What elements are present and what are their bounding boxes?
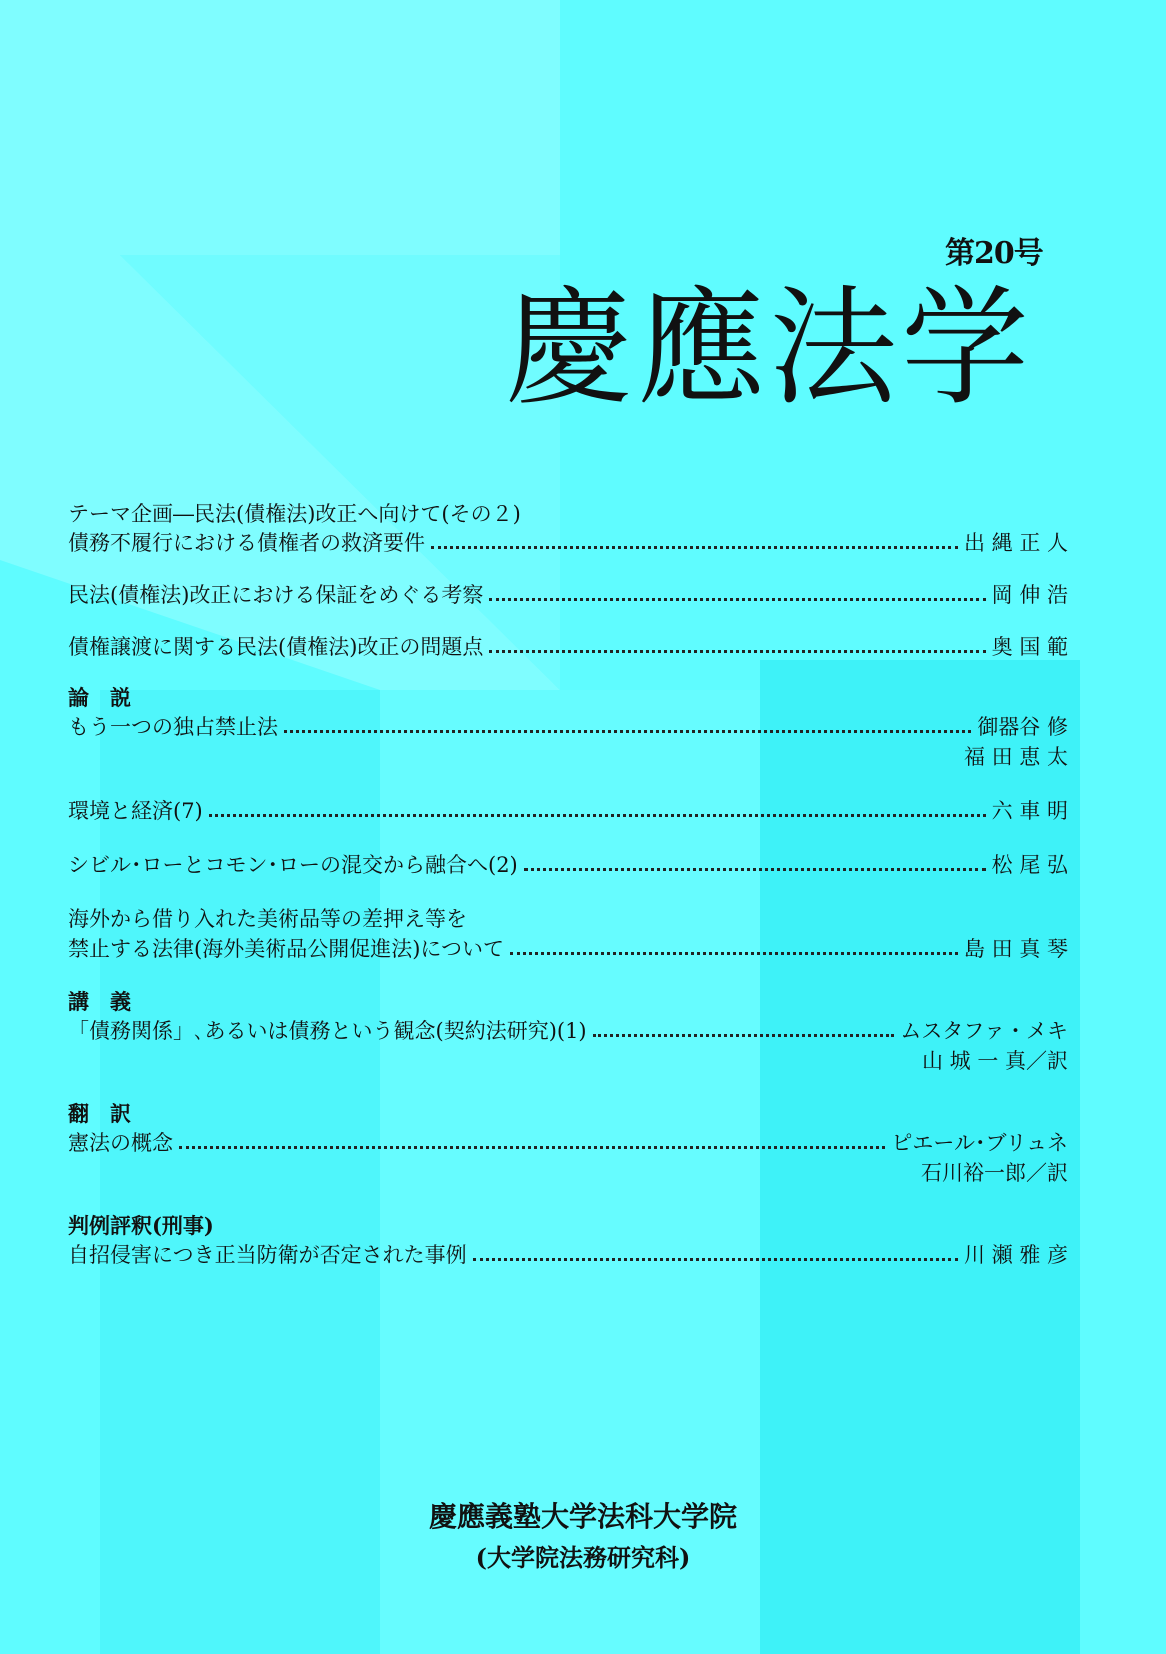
toc-entry[interactable] [68,904,1068,964]
toc-entry[interactable] [68,796,1068,826]
publisher-name: 慶應義塾大学法科大学院 [428,1500,737,1533]
entry-title: 禁止する法律(海外美術品公開促進法)について [68,937,504,961]
entry-author-secondary: 福 田 恵 太 [963,745,1068,769]
dot-leader [179,1146,885,1149]
entry-author-secondary: 石川裕一郎／訳 [921,1161,1068,1185]
toc-section [68,988,1068,1076]
toc-section [68,1212,1068,1270]
toc-section [68,684,1068,964]
issue-number: 第20号 [945,236,1043,271]
entry-author: 御器谷 修 [977,715,1068,739]
dot-leader [489,650,985,653]
entry-title: 憲法の概念 [68,1131,173,1155]
publisher-department: (大学院法務研究科) [475,1543,691,1572]
entry-author: ムスタファ・メキ [900,1019,1068,1043]
entry-author: ピエール･ブリュネ [891,1131,1068,1155]
entry-title: 債務不履行における債権者の救済要件 [68,531,425,555]
dot-leader [524,868,986,871]
entry-title: もう一つの独占禁止法 [68,715,278,739]
entry-title: 環境と経済(7) [68,799,203,823]
dot-leader [284,730,971,733]
entry-author: 川 瀬 雅 彦 [963,1243,1068,1267]
entry-title: 「債務関係」､あるいは債務という観念(契約法研究)(1) [68,1019,587,1043]
entry-title-line1: 海外から借り入れた美術品等の差押え等を [68,907,467,931]
entry-author-secondary: 山 城 一 真／訳 [921,1049,1068,1073]
dot-leader [473,1258,958,1261]
entry-author: 島 田 真 琴 [963,937,1068,961]
section-heading: 翻 訳 [68,1101,131,1126]
entry-title: 債権譲渡に関する民法(債権法)改正の問題点 [68,635,484,659]
dot-leader [593,1034,895,1037]
toc-entry[interactable] [68,632,1068,662]
section-heading: 論 説 [68,685,131,710]
entry-author: 出 縄 正 人 [963,531,1068,555]
journal-title: 慶應法学 [505,274,1034,423]
entry-author: 岡 伸 浩 [991,583,1068,607]
entry-author: 六 車 明 [991,799,1068,823]
section-heading: テーマ企画―民法(債権法)改正へ向けて(その２) [68,502,521,526]
dot-leader [431,546,958,549]
toc-section [68,1100,1068,1188]
toc-entry[interactable] [68,1240,1068,1270]
table-of-contents [68,500,1068,1294]
entry-author: 松 尾 弘 [991,853,1068,877]
toc-entry[interactable] [68,712,1068,772]
dot-leader [489,598,985,601]
toc-entry[interactable] [68,528,1068,558]
entry-author: 奥 国 範 [991,635,1068,659]
toc-entry[interactable] [68,580,1068,610]
toc-entry[interactable] [68,850,1068,880]
toc-entry[interactable] [68,1128,1068,1188]
dot-leader [209,814,986,817]
section-heading: 判例評釈(刑事) [68,1213,214,1238]
toc-section [68,500,1068,662]
entry-title: 民法(債権法)改正における保証をめぐる考察 [68,583,484,607]
entry-title: 自招侵害につき正当防衛が否定された事例 [68,1243,467,1267]
section-heading: 講 義 [68,989,131,1014]
entry-title: シビル･ローとコモン･ローの混交から融合へ(2) [68,853,518,877]
toc-entry[interactable] [68,1016,1068,1076]
dot-leader [510,952,958,955]
